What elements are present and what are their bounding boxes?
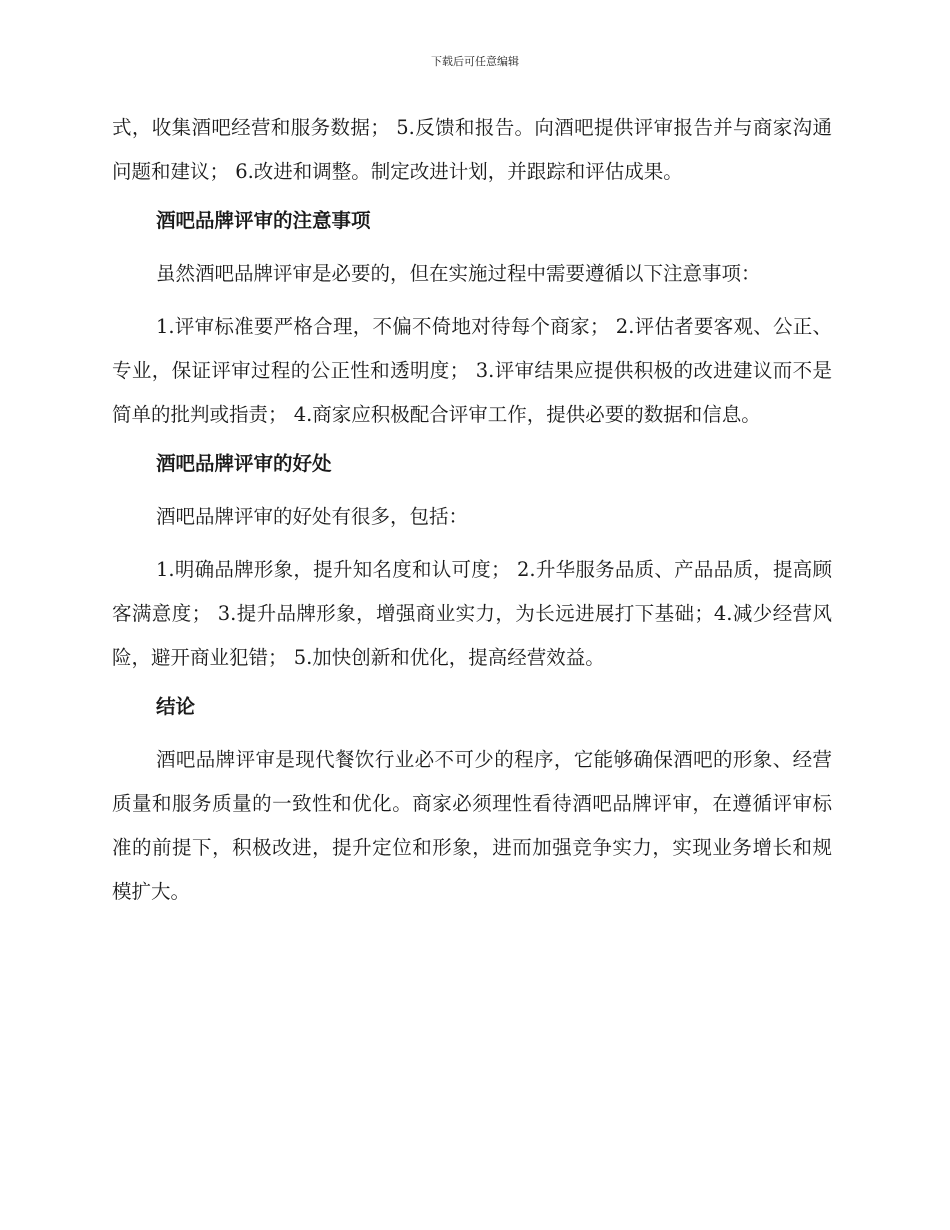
document-body [112, 106, 832, 914]
notes-intro-paragraph: 虽然酒吧品牌评审是必要的，但在实施过程中需要遵循以下注意事项： [156, 262, 761, 285]
section-heading-benefits: 酒吧品牌评审的好处 [156, 452, 332, 475]
notes-list-paragraph: 1.评审标准要严格合理，不偏不倚地对待每个商家； 2.评估者要客观、公正、专业，保证评审过程的公正性和透明度； 3.评审结果应提供积极的改进建议而不是简单的批判或指责； 4.商家应积极配合评审工作，提供必要的数据和信息。 [112, 315, 832, 426]
section-heading-conclusion: 结论 [156, 695, 196, 718]
continued-paragraph: 式，收集酒吧经营和服务数据； 5.反馈和报告。向酒吧提供评审报告并与商家沟通问题和建议； 6.改进和调整。制定改进计划，并跟踪和评估成果。 [112, 116, 832, 183]
benefits-intro-paragraph: 酒吧品牌评审的好处有很多，包括： [156, 505, 469, 528]
benefits-list-paragraph: 1.明确品牌形象，提升知名度和认可度； 2.升华服务品质、产品品质，提高顾客满意度； 3.提升品牌形象，增强商业实力，为长远进展打下基础；4.减少经营风险，避开商业犯错； 5.加快创新和优化，提高经营效益。 [112, 558, 832, 669]
conclusion-paragraph: 酒吧品牌评审是现代餐饮行业必不可少的程序，它能够确保酒吧的形象、经营质量和服务质量的一致性和优化。商家必须理性看待酒吧品牌评审，在遵循评审标准的前提下，积极改进，提升定位和形象，进而加强竞争实力，实现业务增长和规模扩大。 [112, 748, 832, 903]
page-header: 下载后可任意编辑 [431, 55, 519, 68]
section-heading-notes: 酒吧品牌评审的注意事项 [156, 209, 371, 232]
